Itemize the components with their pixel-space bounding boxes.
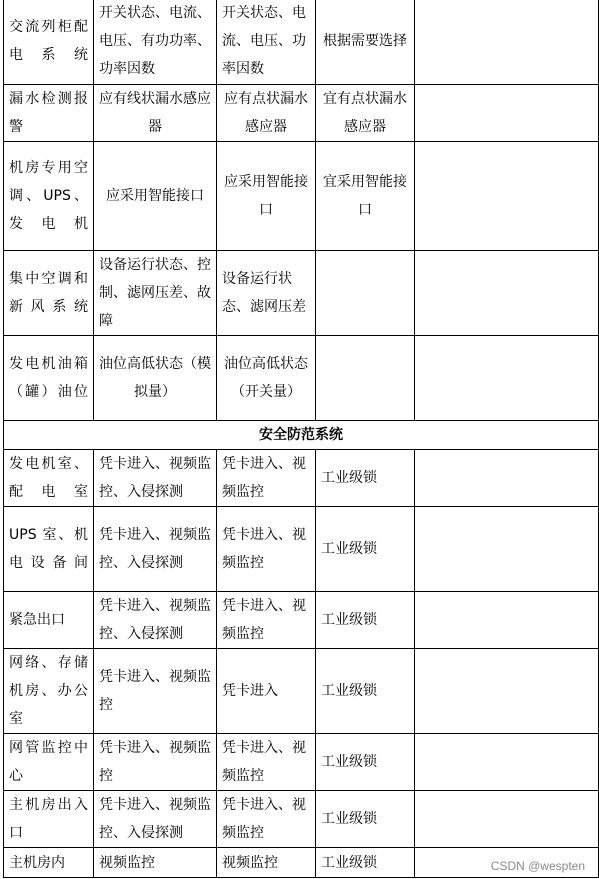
cell-level-b: 凭卡进入 xyxy=(217,649,316,734)
cell-level-c: 宜采用智能接口 xyxy=(316,142,415,251)
cell-notes xyxy=(415,791,599,848)
row-label: 交流列柜配电系统 xyxy=(4,0,94,85)
cell-level-c xyxy=(316,251,415,336)
cell-level-b: 凭卡进入、视频监控 xyxy=(217,450,316,507)
row-label: 紧急出口 xyxy=(4,592,94,649)
cell-level-a: 视频监控 xyxy=(94,848,217,878)
cell-notes xyxy=(415,85,599,142)
requirements-table-container xyxy=(3,0,598,878)
cell-notes xyxy=(415,251,599,336)
cell-level-b: 油位高低状态（开关量） xyxy=(217,336,316,421)
cell-notes xyxy=(415,507,599,592)
cell-level-a: 凭卡进入、视频监控、入侵探测 xyxy=(94,791,217,848)
table-row xyxy=(4,85,599,142)
table-row xyxy=(4,592,599,649)
cell-level-b: 应有点状漏水感应器 xyxy=(217,85,316,142)
row-label: 网管监控中心 xyxy=(4,734,94,791)
row-label: 机房专用空调、UPS、发电机 xyxy=(4,142,94,251)
cell-level-b: 设备运行状态、滤网压差 xyxy=(217,251,316,336)
cell-level-c: 工业级锁 xyxy=(316,734,415,791)
table-row xyxy=(4,791,599,848)
cell-notes xyxy=(415,142,599,251)
cell-notes xyxy=(415,734,599,791)
row-label: 发电机油箱（罐）油位 xyxy=(4,336,94,421)
cell-level-a: 应有线状漏水感应器 xyxy=(94,85,217,142)
table-row xyxy=(4,649,599,734)
cell-level-a: 凭卡进入、视频监控、入侵探测 xyxy=(94,450,217,507)
cell-level-a: 设备运行状态、控制、滤网压差、故障 xyxy=(94,251,217,336)
cell-level-c: 工业级锁 xyxy=(316,450,415,507)
cell-level-c: 工业级锁 xyxy=(316,791,415,848)
cell-notes xyxy=(415,336,599,421)
cell-level-a: 凭卡进入、视频监控、入侵探测 xyxy=(94,592,217,649)
cell-level-c: 根据需要选择 xyxy=(316,0,415,85)
table-row xyxy=(4,142,599,251)
cell-level-c: 工业级锁 xyxy=(316,507,415,592)
row-label: 主机房内 xyxy=(4,848,94,878)
row-label: 集中空调和新风系统 xyxy=(4,251,94,336)
cell-level-c xyxy=(316,336,415,421)
table-row xyxy=(4,336,599,421)
row-label: 网络、存储机房、办公室 xyxy=(4,649,94,734)
watermark: CSDN @wespten xyxy=(490,859,585,873)
requirements-table xyxy=(3,0,599,878)
table-row xyxy=(4,251,599,336)
cell-level-b: 视频监控 xyxy=(217,848,316,878)
cell-level-b: 凭卡进入、视频监控 xyxy=(217,507,316,592)
section-title: 安全防范系统 xyxy=(4,421,599,450)
cell-notes xyxy=(415,592,599,649)
cell-level-c: 工业级锁 xyxy=(316,848,415,878)
table-row xyxy=(4,734,599,791)
cell-level-c: 工业级锁 xyxy=(316,592,415,649)
cell-level-c: 工业级锁 xyxy=(316,649,415,734)
row-label: 发电机室、配电室 xyxy=(4,450,94,507)
row-label: 漏水检测报警 xyxy=(4,85,94,142)
table-row xyxy=(4,0,599,85)
table-row xyxy=(4,450,599,507)
section-header-row xyxy=(4,421,599,450)
cell-level-a: 凭卡进入、视频监控 xyxy=(94,734,217,791)
cell-level-a: 应采用智能接口 xyxy=(94,142,217,251)
cell-level-b: 凭卡进入、视频监控 xyxy=(217,734,316,791)
cell-level-a: 凭卡进入、视频监控、入侵探测 xyxy=(94,507,217,592)
row-label: 主机房出入口 xyxy=(4,791,94,848)
cell-level-b: 开关状态、电流、电压、功率因数 xyxy=(217,0,316,85)
cell-level-b: 凭卡进入、视频监控 xyxy=(217,791,316,848)
cell-notes xyxy=(415,450,599,507)
cell-notes xyxy=(415,0,599,85)
cell-level-a: 油位高低状态（模拟量） xyxy=(94,336,217,421)
cell-level-b: 凭卡进入、视频监控 xyxy=(217,592,316,649)
cell-notes xyxy=(415,649,599,734)
table-row xyxy=(4,507,599,592)
cell-level-c: 宜有点状漏水感应器 xyxy=(316,85,415,142)
cell-level-b: 应采用智能接口 xyxy=(217,142,316,251)
cell-level-a: 开关状态、电流、电压、有功功率、功率因数 xyxy=(94,0,217,85)
row-label: UPS 室、机电设备间 xyxy=(4,507,94,592)
cell-level-a: 凭卡进入、视频监控 xyxy=(94,649,217,734)
